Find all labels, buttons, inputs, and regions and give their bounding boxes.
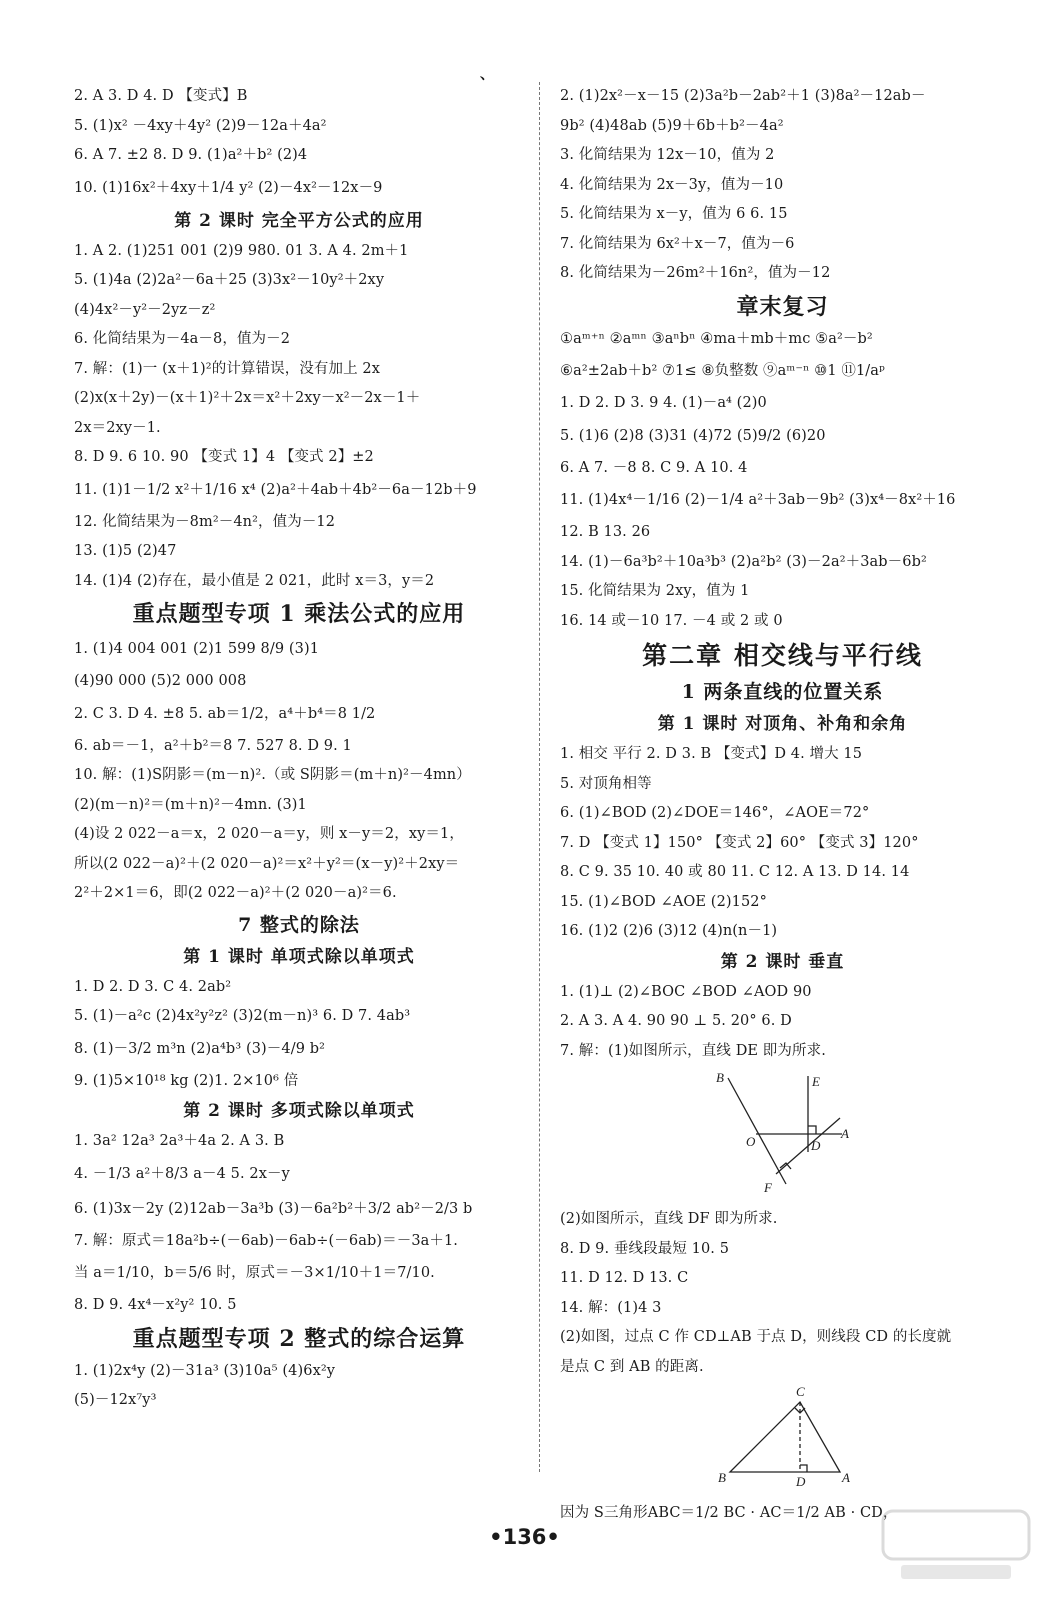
left-answer-line-8: 6. 化简结果为－4a－8，值为－2 (74, 331, 291, 347)
right-a-heading-19: 1 两条直线的位置关系 (681, 681, 884, 703)
left-heading-4: 第 2 课时 完全平方公式的应用 (174, 210, 424, 231)
left-answer-line-29: 1. D 2. D 3. C 4. 2ab² (74, 978, 232, 995)
figure-perpendicular-lines (560, 1066, 1005, 1201)
left-answer-line-14: 12. 化简结果为－8m²－4n²，值为－12 (74, 513, 336, 530)
left-answer-line-31: 8. (1)－3/2 m³n (2)a⁴b³ (3)－4/9 b² (74, 1040, 326, 1057)
right-a-answer-line-31: 7. 解：(1)如图所示，直线 DE 即为所求. (560, 1042, 826, 1059)
left-answer-line-5: 1. A 2. (1)251 001 (2)9 980. 01 3. A 4. 2m＋1 (74, 242, 409, 259)
left-answer-line-23: (2)(m－n)²＝(m＋n)²－4mn. (3)1 (74, 796, 307, 813)
right-a-answer-line-10: 1. D 2. D 3. 9 4. (1)－a⁴ (2)0 (560, 395, 767, 411)
label-a: A (841, 1126, 849, 1141)
left-answer-line-13: 11. (1)1－1/2 x²＋1/16 x⁴ (2)a²＋4ab＋4b²－6a－12b＋9 (74, 481, 477, 498)
right-a-answer-line-17: 16. 14 或－10 17. －4 或 2 或 0 (560, 612, 783, 629)
right-a-heading-18: 第二章 相交线与平行线 (642, 641, 923, 670)
right-a-answer-line-4: 5. 化简结果为 x－y，值为 6 6. 15 (560, 206, 788, 222)
left-answer-line-34: 1. 3a² 12a³ 2a³＋4a 2. A 3. B (74, 1133, 285, 1149)
left-answer-line-38: 当 a＝1/10，b＝5/6 时，原式＝－3×1/10＋1＝7/10. (74, 1265, 435, 1281)
left-answer-line-18: 1. (1)4 004 001 (2)1 599 8/9 (3)1 (74, 641, 320, 657)
right-a-answer-line-11: 5. (1)6 (2)8 (3)31 (4)72 (5)9/2 (6)20 (560, 427, 826, 444)
left-answer-line-1: 5. (1)x² －4xy＋4y² (2)9－12a＋4a² (74, 117, 327, 134)
right-a-answer-line-24: 7. D 【变式 1】150° 【变式 2】60° 【变式 3】120° (560, 834, 919, 851)
right-b-answer-line-2: 11. D 12. D 13. C (560, 1270, 689, 1286)
left-answer-line-25: 所以(2 022－a)²＋(2 020－a)²＝x²＋y²＝(x－y)²＋2xy＝ (74, 855, 460, 872)
left-answer-line-9: 7. 解：(1)一 (x＋1)²的计算错误，没有加上 2x (74, 360, 381, 377)
right-b-answer-line-5: 是点 C 到 AB 的距离. (560, 1358, 704, 1375)
right-a-heading-7: 章末复习 (736, 293, 829, 320)
right-a-answer-line-8: ①aᵐ⁺ⁿ ②aᵐⁿ ③aⁿbⁿ ④ma＋mb＋mc ⑤a²－b² (560, 330, 873, 347)
label-b2: B (718, 1470, 726, 1485)
label-e: E (812, 1074, 820, 1089)
left-heading-33: 第 2 课时 多项式除以单项式 (183, 1101, 415, 1121)
left-answer-line-6: 5. (1)4a (2)2a²－6a＋25 (3)3x²－10y²＋2xy (74, 272, 385, 288)
left-answer-line-42: (5)－12x⁷y³ (74, 1392, 157, 1408)
left-answer-line-15: 13. (1)5 (2)47 (74, 543, 177, 559)
right-a-answer-line-23: 6. (1)∠BOD (2)∠DOE＝146°，∠AOE＝72° (560, 805, 870, 821)
right-a-answer-line-13: 11. (1)4x⁴－1/16 (2)－1/4 a²＋3ab－9b² (3)x⁴－8x²＋16 (560, 492, 956, 508)
left-column (74, 82, 524, 1416)
label-f: F (764, 1180, 772, 1195)
left-answer-line-0: 2. A 3. D 4. D 【变式】B (74, 88, 248, 104)
column-divider (539, 82, 540, 1472)
right-column (560, 82, 1005, 1531)
left-answer-line-26: 2²＋2×1＝6，即(2 022－a)²＋(2 020－a)²＝6. (74, 885, 397, 901)
label-a2: A (842, 1470, 850, 1485)
right-column-part-a (560, 82, 1005, 1066)
left-answer-line-19: (4)90 000 (5)2 000 008 (74, 673, 247, 689)
right-a-answer-line-3: 4. 化简结果为 2x－3y，值为－10 (560, 176, 784, 193)
left-answer-line-32: 9. (1)5×10¹⁸ kg (2)1. 2×10⁶ 倍 (74, 1072, 299, 1089)
left-answer-line-20: 2. C 3. D 4. ±8 5. ab＝1/2，a⁴＋b⁴＝8 1/2 (74, 705, 376, 722)
right-a-answer-line-14: 12. B 13. 26 (560, 524, 651, 540)
left-heading-28: 第 1 课时 单项式除以单项式 (183, 946, 415, 967)
left-answer-line-39: 8. D 9. 4x⁴－x²y² 10. 5 (74, 1297, 237, 1313)
top-mark: 、 (480, 67, 494, 83)
right-a-answer-line-21: 1. 相交 平行 2. D 3. B 【变式】D 4. 增大 15 (560, 746, 863, 762)
left-heading-17: 重点题型专项 1 乘法公式的应用 (132, 601, 466, 627)
right-a-answer-line-15: 14. (1)－6a³b²＋10a³b³ (2)a²b² (3)－2a²＋3ab－6b² (560, 553, 927, 570)
left-answer-line-12: 8. D 9. 6 10. 90 【变式 1】4 【变式 2】±2 (74, 449, 374, 465)
figure-triangle (560, 1382, 1005, 1492)
left-answer-line-24: (4)设 2 022－a＝x，2 020－a＝y，则 x－y＝2，xy＝1， (74, 826, 464, 842)
right-a-answer-line-30: 2. A 3. A 4. 90 90 ⊥ 5. 20° 6. D (560, 1013, 792, 1029)
right-a-answer-line-26: 15. (1)∠BOD ∠AOE (2)152° (560, 893, 767, 910)
right-a-answer-line-29: 1. (1)⊥ (2)∠BOC ∠BOD ∠AOD 90 (560, 983, 812, 1000)
left-answer-line-41: 1. (1)2x⁴y (2)－31a³ (3)10a⁵ (4)6x²y (74, 1362, 336, 1379)
right-b-answer-line-1: 8. D 9. 垂线段最短 10. 5 (560, 1240, 730, 1257)
label-d2: D (796, 1474, 806, 1489)
right-c-answer-line-0: 因为 S三角形ABC＝1/2 BC · AC＝1/2 AB · CD， (560, 1505, 898, 1521)
right-b-answer-line-3: 14. 解：(1)4 3 (560, 1299, 662, 1316)
left-heading-40: 重点题型专项 2 整式的综合运算 (132, 1325, 466, 1352)
right-a-answer-line-1: 9b² (4)48ab (5)9＋6b＋b²－4a² (560, 117, 784, 134)
right-b-answer-line-0: (2)如图所示，直线 DF 即为所求. (560, 1211, 778, 1227)
left-answer-line-36: 6. (1)3x－2y (2)12ab－3a³b (3)－6a²b²＋3/2 ab²－2/3 b (74, 1200, 473, 1217)
label-b: B (716, 1070, 724, 1085)
line-bo (728, 1078, 786, 1184)
left-answer-line-2: 6. A 7. ±2 8. D 9. (1)a²＋b² (2)4 (74, 147, 308, 163)
left-answer-line-10: (2)x(x＋2y)－(x＋1)²＋2x＝x²＋2xy－x²－2x－1＋ (74, 390, 421, 406)
left-answer-line-11: 2x＝2xy－1. (74, 419, 161, 436)
right-a-answer-line-0: 2. (1)2x²－x－15 (2)3a²b－2ab²＋1 (3)8a²－12ab－ (560, 88, 926, 104)
left-answer-line-21: 6. ab＝－1，a²＋b²＝8 7. 527 8. D 9. 1 (74, 737, 352, 754)
label-c: C (796, 1384, 805, 1399)
right-angle-mark-cd (800, 1465, 807, 1472)
right-a-answer-line-5: 7. 化简结果为 6x²＋x－7，值为－6 (560, 235, 795, 252)
left-answer-line-30: 5. (1)－a²c (2)4x²y²z² (3)2(m－n)³ 6. D 7. 4ab³ (74, 1008, 411, 1024)
triangle-abc (730, 1402, 840, 1472)
right-a-answer-line-6: 8. 化简结果为－26m²＋16n²，值为－12 (560, 265, 831, 281)
left-heading-27: 7 整式的除法 (238, 913, 360, 936)
right-a-answer-line-22: 5. 对顶角相等 (560, 775, 652, 792)
right-a-answer-line-12: 6. A 7. －8 8. C 9. A 10. 4 (560, 459, 748, 476)
left-answer-line-16: 14. (1)4 (2)存在，最小值是 2 021，此时 x＝3，y＝2 (74, 572, 435, 589)
right-a-answer-line-2: 3. 化简结果为 12x－10，值为 2 (560, 147, 775, 163)
left-answer-line-7: (4)4x²－y²－2yz－z² (74, 301, 216, 318)
left-answer-line-22: 10. 解：(1)S阴影＝(m－n)².（或 S阴影＝(m＋n)²－4mn） (74, 767, 471, 783)
right-column-part-b (560, 1205, 1005, 1382)
label-d: D (811, 1138, 821, 1153)
watermark-logo (881, 1509, 1031, 1584)
right-a-answer-line-27: 16. (1)2 (2)6 (3)12 (4)n(n－1) (560, 923, 778, 939)
right-a-answer-line-9: ⑥a²±2ab＋b² ⑦1≤ ⑧负整数 ⑨aᵐ⁻ⁿ ⑩1 ⑪1/aᵖ (560, 363, 885, 379)
right-a-answer-line-16: 15. 化简结果为 2xy，值为 1 (560, 583, 750, 599)
label-o: O (746, 1134, 756, 1149)
left-answer-line-37: 7. 解：原式＝18a²b÷(－6ab)－6ab÷(－6ab)＝－3a＋1. (74, 1232, 459, 1249)
right-a-answer-line-25: 8. C 9. 35 10. 40 或 80 11. C 12. A 13. D 14. 14 (560, 864, 910, 880)
right-b-answer-line-4: (2)如图，过点 C 作 CD⊥AB 于点 D，则线段 CD 的长度就 (560, 1329, 952, 1345)
right-a-heading-20: 第 1 课时 对顶角、补角和余角 (657, 714, 908, 734)
right-a-heading-28: 第 2 课时 垂直 (720, 951, 845, 972)
left-answer-line-35: 4. －1/3 a²＋8/3 a－4 5. 2x－y (74, 1165, 290, 1182)
left-answer-line-3: 10. (1)16x²＋4xy＋1/4 y² (2)－4x²－12x－9 (74, 179, 383, 196)
right-angle-mark-d (808, 1126, 816, 1134)
page-number: •136• (489, 1525, 560, 1549)
